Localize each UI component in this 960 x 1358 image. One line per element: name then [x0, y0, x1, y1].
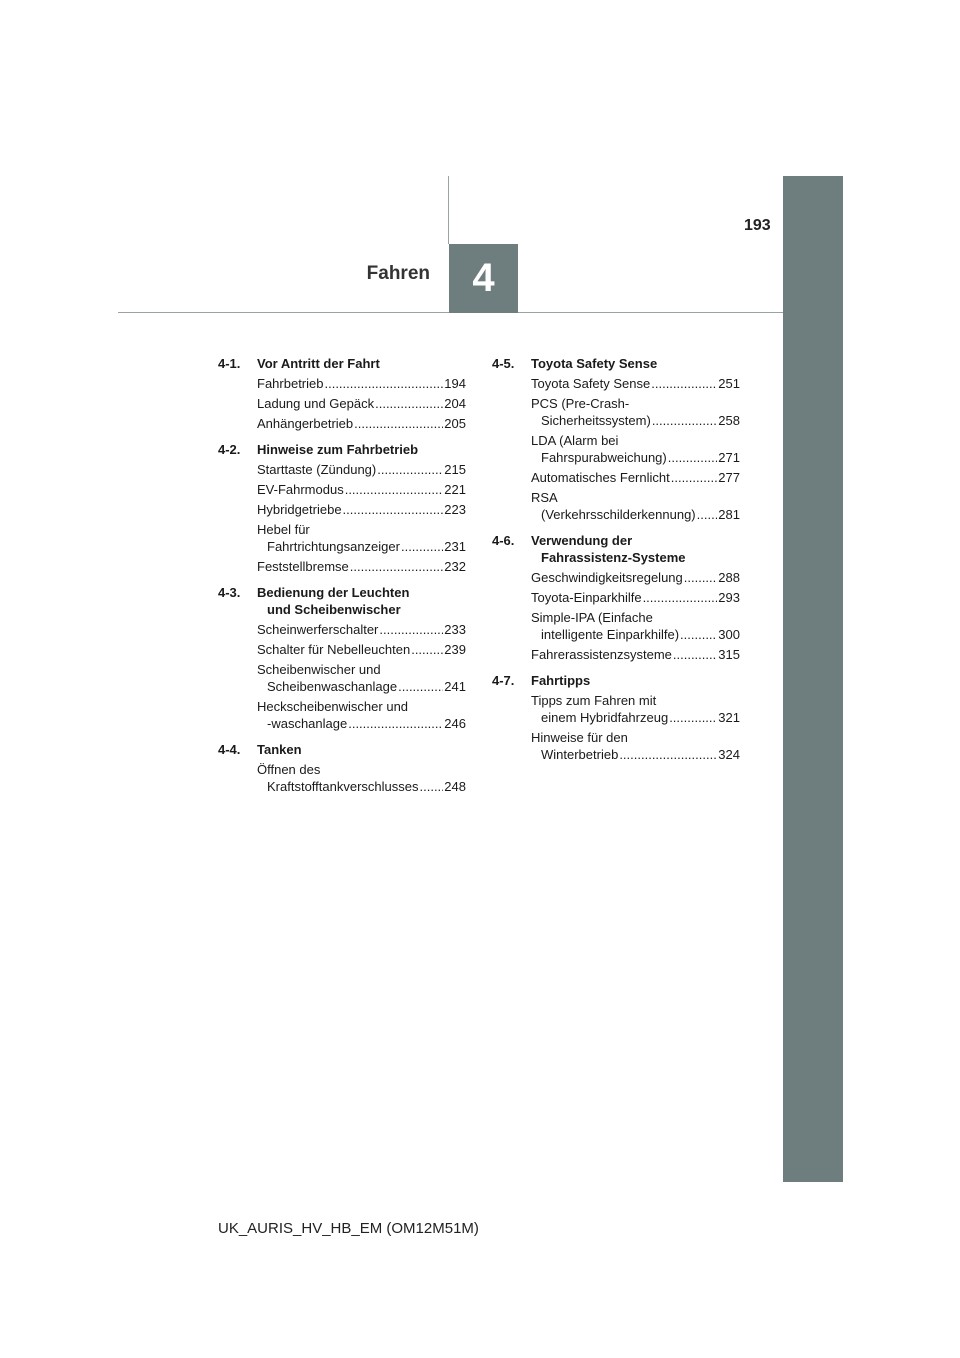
- entry-row: [257, 778, 466, 795]
- section-heading: [218, 441, 466, 458]
- dot-leader: [671, 469, 718, 486]
- section-title-line: Tanken: [257, 742, 302, 757]
- dot-leader: [401, 538, 443, 555]
- entry-page-number: 205: [444, 416, 466, 431]
- toc-column-right: [492, 355, 740, 772]
- dot-leader: [411, 641, 443, 658]
- entry-title: Kraftstofftankverschlusses: [267, 779, 419, 794]
- entry-row: [257, 375, 466, 392]
- entry-page-number: 241: [444, 679, 466, 694]
- section-title: [531, 672, 740, 689]
- section-title-line: Fahrassistenz-Systeme: [541, 550, 686, 565]
- dot-leader: [684, 569, 718, 586]
- entry-title: Hybridgetriebe: [257, 502, 342, 517]
- entry-title: Fahrbetrieb: [257, 376, 324, 391]
- entry-title: intelligente Einparkhilfe): [541, 627, 680, 642]
- entry-page-number: 239: [444, 642, 466, 657]
- toc-section: [218, 441, 466, 575]
- toc-entry-link[interactable]: [257, 621, 466, 638]
- toc-entry-link[interactable]: [531, 489, 740, 523]
- section-title-line: Vor Antritt der Fahrt: [257, 356, 380, 371]
- entry-page-number: 258: [718, 413, 740, 428]
- entry-title-line: Simple-IPA (Einfache: [531, 610, 653, 625]
- entry-title: Schalter für Nebelleuchten: [257, 642, 411, 657]
- section-title: [257, 741, 466, 758]
- dot-leader: [379, 621, 443, 638]
- entry-title: Sicherheitssystem): [541, 413, 651, 428]
- entry-title: einem Hybridfahrzeug: [541, 710, 669, 725]
- section-title-line: Bedienung der Leuchten: [257, 585, 410, 600]
- entry-title-line: PCS (Pre-Crash-: [531, 396, 630, 411]
- dot-leader: [619, 746, 717, 763]
- entry-page-number: 277: [718, 470, 740, 485]
- entry-row: [257, 641, 466, 658]
- page-number: 193: [744, 217, 771, 234]
- entry-title: Scheibenwaschanlage: [267, 679, 398, 694]
- entry-title: Ladung und Gepäck: [257, 396, 375, 411]
- entry-title: Geschwindigkeitsregelung: [531, 570, 683, 585]
- dot-leader: [668, 449, 718, 466]
- entry-row: [531, 646, 740, 663]
- toc-entry-link[interactable]: [531, 589, 740, 606]
- section-title-line: Verwendung der: [531, 533, 633, 548]
- toc-entry-link[interactable]: [257, 375, 466, 392]
- entry-page-number: 233: [444, 622, 466, 637]
- entry-row: [531, 469, 740, 486]
- entry-title: Fahrerassistenzsysteme: [531, 647, 672, 662]
- dot-leader: [673, 646, 717, 663]
- entry-row: [531, 569, 740, 586]
- dot-leader: [398, 678, 443, 695]
- entry-page-number: 281: [718, 507, 740, 522]
- entry-title-line: Hebel für: [257, 522, 310, 537]
- entry-page-number: 194: [444, 376, 466, 391]
- entry-title: Automatisches Fernlicht: [531, 470, 670, 485]
- dot-leader: [348, 715, 443, 732]
- toc-entry-link[interactable]: [531, 469, 740, 486]
- entry-title: Starttaste (Zündung): [257, 462, 377, 477]
- toc-entry-link[interactable]: [531, 432, 740, 466]
- entry-row: [257, 621, 466, 638]
- entry-title-line: Tipps zum Fahren mit: [531, 693, 657, 708]
- toc-section: [492, 355, 740, 523]
- entry-title-line: RSA: [531, 490, 558, 505]
- entry-title-line: LDA (Alarm bei: [531, 433, 619, 448]
- toc-entry-link[interactable]: [257, 661, 466, 695]
- toc-entry-link[interactable]: [531, 692, 740, 726]
- section-title-line: Fahrtipps: [531, 673, 591, 688]
- toc-entry-link[interactable]: [257, 461, 466, 478]
- dot-leader: [377, 461, 443, 478]
- entry-page-number: 204: [444, 396, 466, 411]
- chapter-number-box: [449, 244, 518, 313]
- entry-page-number: 248: [444, 779, 466, 794]
- toc-entry-link[interactable]: [531, 375, 740, 392]
- section-number: 4-3.: [218, 585, 241, 600]
- entry-row: [257, 481, 466, 498]
- entry-row: [257, 395, 466, 412]
- entry-row: [257, 715, 466, 732]
- entry-title: Fahrtrichtungsanzeiger: [267, 539, 400, 554]
- toc-entry-link[interactable]: [531, 646, 740, 663]
- entry-page-number: 231: [444, 539, 466, 554]
- toc-entry-link[interactable]: [257, 698, 466, 732]
- entry-title-line: Heckscheibenwischer und: [257, 699, 409, 714]
- entry-page-number: 293: [718, 590, 740, 605]
- dot-leader: [345, 481, 444, 498]
- toc-column-left: [218, 355, 466, 804]
- dot-leader: [680, 626, 717, 643]
- entry-page-number: 246: [444, 716, 466, 731]
- entry-title: Toyota Safety Sense: [531, 376, 651, 391]
- entry-page-number: 232: [444, 559, 466, 574]
- toc-entry-link[interactable]: [531, 609, 740, 643]
- section-number: 4-7.: [492, 673, 515, 688]
- chapter-number: 4: [472, 256, 495, 300]
- entry-title-line: Öffnen des: [257, 762, 321, 777]
- entry-page-number: 223: [444, 502, 466, 517]
- toc-entry-link[interactable]: [531, 569, 740, 586]
- section-number: 4-5.: [492, 356, 515, 371]
- entry-page-number: 251: [718, 376, 740, 391]
- entry-page-number: 300: [718, 627, 740, 642]
- entry-title: Fahrspurabweichung): [541, 450, 667, 465]
- chapter-side-tab: [783, 176, 843, 1182]
- chapter-title: Fahren: [366, 263, 430, 284]
- toc-section: [218, 355, 466, 432]
- dot-leader: [669, 709, 717, 726]
- entry-row: [531, 375, 740, 392]
- entry-title: Feststellbremse: [257, 559, 349, 574]
- entry-title: Scheinwerferschalter: [257, 622, 379, 637]
- entry-title: Winterbetrieb: [541, 747, 619, 762]
- toc-section: [218, 741, 466, 795]
- entry-row: [257, 461, 466, 478]
- section-number: 4-1.: [218, 356, 241, 371]
- entry-page-number: 324: [718, 747, 740, 762]
- toc-entry-link[interactable]: [257, 521, 466, 555]
- toc-section: [492, 532, 740, 663]
- entry-row: [531, 709, 740, 726]
- entry-row: [531, 449, 740, 466]
- header-vertical-rule: [448, 176, 449, 244]
- dot-leader: [697, 506, 718, 523]
- entry-row: [531, 746, 740, 763]
- entry-page-number: 321: [718, 710, 740, 725]
- entry-title-line: Scheibenwischer und: [257, 662, 381, 677]
- entry-title: -waschanlage: [267, 716, 348, 731]
- section-heading: [492, 532, 740, 566]
- section-heading: [218, 584, 466, 618]
- entry-title: Toyota-Einparkhilfe: [531, 590, 642, 605]
- entry-title-line: Hinweise für den: [531, 730, 628, 745]
- entry-title: EV-Fahrmodus: [257, 482, 344, 497]
- section-title: [531, 355, 740, 372]
- section-number: 4-6.: [492, 533, 515, 548]
- entry-row: [531, 412, 740, 429]
- entry-title: (Verkehrsschilderkennung): [541, 507, 696, 522]
- dot-leader: [643, 589, 718, 606]
- toc-entry-link[interactable]: [531, 729, 740, 763]
- dot-leader: [375, 395, 443, 412]
- section-title: [531, 532, 740, 566]
- dot-leader: [354, 415, 443, 432]
- dot-leader: [350, 558, 444, 575]
- entry-page-number: 288: [718, 570, 740, 585]
- footer-document-code: UK_AURIS_HV_HB_EM (OM12M51M): [218, 1220, 479, 1237]
- section-title-line: Hinweise zum Fahrbetrieb: [257, 442, 419, 457]
- dot-leader: [420, 778, 444, 795]
- entry-page-number: 271: [718, 450, 740, 465]
- entry-row: [531, 626, 740, 643]
- dot-leader: [651, 375, 717, 392]
- entry-row: [531, 506, 740, 523]
- entry-title: Anhängerbetrieb: [257, 416, 354, 431]
- entry-page-number: 315: [718, 647, 740, 662]
- entry-row: [257, 501, 466, 518]
- toc-section: [492, 672, 740, 763]
- toc-entry-link[interactable]: [257, 415, 466, 432]
- entry-page-number: 215: [444, 462, 466, 477]
- toc-entry-link[interactable]: [257, 641, 466, 658]
- entry-row: [257, 415, 466, 432]
- toc-entry-link[interactable]: [257, 501, 466, 518]
- section-heading: [492, 672, 740, 689]
- section-heading: [218, 741, 466, 758]
- dot-leader: [343, 501, 444, 518]
- dot-leader: [652, 412, 717, 429]
- toc-entry-link[interactable]: [257, 395, 466, 412]
- toc-entry-link[interactable]: [257, 761, 466, 795]
- toc-entry-link[interactable]: [531, 395, 740, 429]
- section-title: [257, 584, 466, 618]
- entry-row: [531, 589, 740, 606]
- entry-row: [257, 558, 466, 575]
- entry-page-number: 221: [444, 482, 466, 497]
- section-heading: [218, 355, 466, 372]
- entry-row: [257, 678, 466, 695]
- section-title: [257, 441, 466, 458]
- section-title-line: Toyota Safety Sense: [531, 356, 658, 371]
- entry-row: [257, 538, 466, 555]
- section-heading: [492, 355, 740, 372]
- section-number: 4-2.: [218, 442, 241, 457]
- section-number: 4-4.: [218, 742, 241, 757]
- section-title: [257, 355, 466, 372]
- dot-leader: [324, 375, 443, 392]
- toc-entry-link[interactable]: [257, 481, 466, 498]
- toc-section: [218, 584, 466, 732]
- toc-entry-link[interactable]: [257, 558, 466, 575]
- section-title-line: und Scheibenwischer: [267, 602, 401, 617]
